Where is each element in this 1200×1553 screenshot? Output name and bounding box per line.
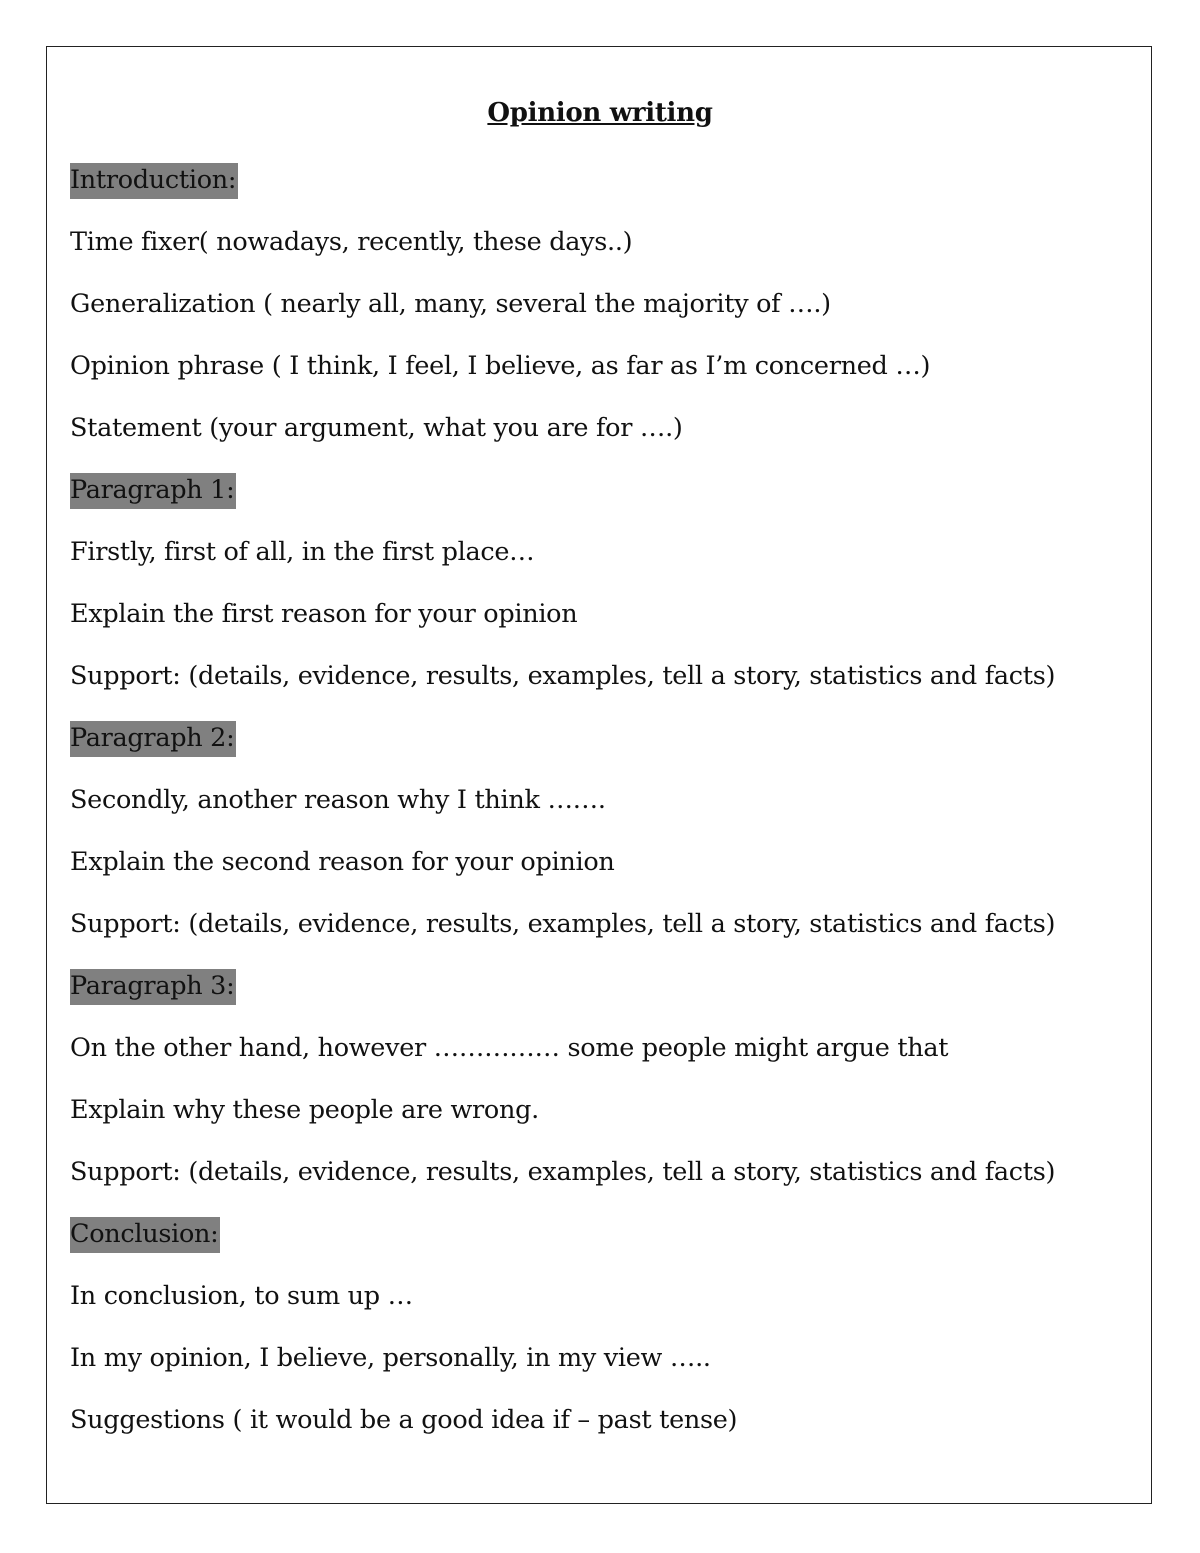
text-line: Firstly, first of all, in the first place… [70, 537, 535, 567]
text-line: Support: (details, evidence, results, examples, tell a story, statistics and facts) [70, 1157, 1056, 1187]
heading-text: Paragraph 1: [70, 473, 236, 509]
text-line: Explain the first reason for your opinion [70, 599, 578, 629]
text-line: Secondly, another reason why I think ……. [70, 785, 606, 815]
page-title: Opinion writing [487, 98, 713, 128]
document-body [70, 160, 1130, 1462]
text-line: In my opinion, I believe, personally, in my view ….. [70, 1343, 711, 1373]
heading-text: Conclusion: [70, 1217, 220, 1253]
heading-text: Paragraph 3: [70, 969, 236, 1005]
text-line: Opinion phrase ( I think, I feel, I believe, as far as I’m concerned …) [70, 351, 931, 381]
text-line: Support: (details, evidence, results, examples, tell a story, statistics and facts) [70, 909, 1056, 939]
text-line: Explain the second reason for your opinion [70, 847, 615, 877]
section-heading-paragraph-1 [70, 470, 1130, 532]
text-line: Support: (details, evidence, results, examples, tell a story, statistics and facts) [70, 661, 1056, 691]
heading-text: Paragraph 2: [70, 721, 236, 757]
text-line: In conclusion, to sum up … [70, 1281, 413, 1311]
section-heading-paragraph-3 [70, 966, 1130, 1028]
text-line: Generalization ( nearly all, many, several the majority of ….) [70, 289, 831, 319]
section-heading-introduction [70, 160, 1130, 222]
section-heading-conclusion [70, 1214, 1130, 1276]
heading-text: Introduction: [70, 163, 238, 199]
section-heading-paragraph-2 [70, 718, 1130, 780]
text-line: Time fixer( nowadays, recently, these days..) [70, 227, 633, 257]
text-line: Statement (your argument, what you are for ….) [70, 413, 683, 443]
text-line: Explain why these people are wrong. [70, 1095, 539, 1125]
text-line: On the other hand, however …………… some people might argue that [70, 1033, 949, 1063]
text-line: Suggestions ( it would be a good idea if – past tense) [70, 1405, 738, 1435]
